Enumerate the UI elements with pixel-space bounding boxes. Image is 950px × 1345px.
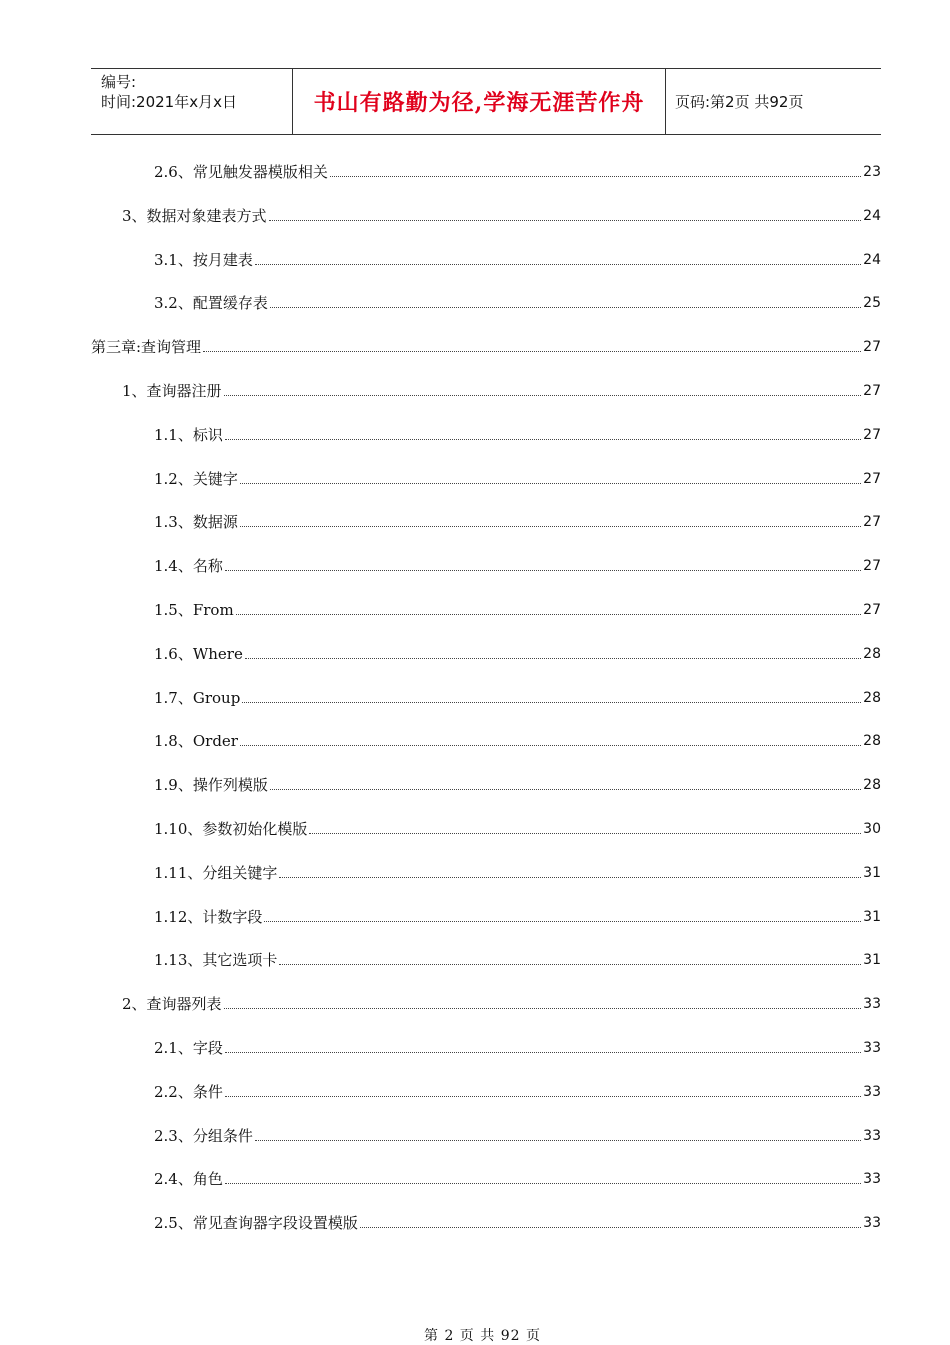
- toc-entry-page-number: 27: [863, 602, 881, 618]
- toc-entry-page-number: 27: [863, 427, 881, 443]
- toc-entry-page-number: 33: [863, 1215, 881, 1231]
- toc-dot-leader: [279, 877, 861, 878]
- toc-entry[interactable]: [154, 554, 881, 576]
- serial-number-label: 编号:: [101, 73, 137, 91]
- toc-dot-leader: [270, 307, 861, 308]
- toc-entry[interactable]: [91, 335, 881, 357]
- toc-entry-page-number: 33: [863, 1084, 881, 1100]
- toc-entry-title: 1.2、关键字: [154, 470, 238, 488]
- toc-entry[interactable]: [154, 686, 881, 708]
- toc-entry[interactable]: [154, 467, 881, 489]
- toc-entry-title: 1.11、分组关键字: [154, 864, 278, 882]
- header-meta: [91, 69, 293, 134]
- toc-entry-title: 3.2、配置缓存表: [154, 294, 268, 312]
- toc-entry-title: 2.3、分组条件: [154, 1127, 253, 1145]
- toc-entry-title: 2.6、常见触发器模版相关: [154, 163, 328, 181]
- toc-dot-leader: [309, 833, 861, 834]
- toc-dot-leader: [225, 1096, 861, 1097]
- toc-entry-page-number: 23: [863, 164, 881, 180]
- toc-dot-leader: [264, 921, 861, 922]
- toc-entry[interactable]: [154, 160, 881, 182]
- header-page-info: 页码:第2页 共92页: [675, 93, 804, 111]
- toc-entry-page-number: 28: [863, 733, 881, 749]
- toc-entry-page-number: 27: [863, 514, 881, 530]
- toc-dot-leader: [236, 614, 861, 615]
- toc-entry-page-number: 33: [863, 996, 881, 1012]
- toc-entry-title: 2、查询器列表: [122, 995, 222, 1013]
- toc-dot-leader: [224, 395, 862, 396]
- page-header: [91, 68, 881, 135]
- toc-entry-page-number: 28: [863, 646, 881, 662]
- toc-dot-leader: [255, 264, 861, 265]
- toc-dot-leader: [225, 570, 861, 571]
- toc-dot-leader: [240, 483, 861, 484]
- toc-dot-leader: [203, 351, 861, 352]
- toc-entry-page-number: 24: [863, 252, 881, 268]
- toc-entry[interactable]: [154, 291, 881, 313]
- toc-entry-title: 1.3、数据源: [154, 513, 238, 531]
- toc-entry-page-number: 31: [863, 865, 881, 881]
- toc-entry-page-number: 33: [863, 1171, 881, 1187]
- toc-dot-leader: [330, 176, 861, 177]
- toc-dot-leader: [240, 526, 861, 527]
- toc-entry-title: 1.13、其它选项卡: [154, 951, 278, 969]
- toc-entry[interactable]: [154, 248, 881, 270]
- toc-dot-leader: [360, 1227, 861, 1228]
- toc-entry-page-number: 27: [863, 558, 881, 574]
- toc-entry-title: 1.8、Order: [154, 732, 238, 750]
- toc-entry-page-number: 27: [863, 339, 881, 355]
- toc-entry[interactable]: [154, 861, 881, 883]
- toc-entry-page-number: 31: [863, 952, 881, 968]
- toc-entry-page-number: 30: [863, 821, 881, 837]
- toc-entry-title: 第三章:查询管理: [91, 338, 202, 356]
- toc-entry-title: 2.2、条件: [154, 1083, 223, 1101]
- toc-entry[interactable]: [122, 992, 881, 1014]
- date-label: 时间:2021年x月x日: [101, 93, 237, 111]
- toc-entry-page-number: 33: [863, 1128, 881, 1144]
- toc-entry[interactable]: [154, 598, 881, 620]
- toc-entry[interactable]: [154, 510, 881, 532]
- toc-entry[interactable]: [154, 1080, 881, 1102]
- toc-entry[interactable]: [154, 729, 881, 751]
- toc-entry-page-number: 27: [863, 383, 881, 399]
- toc-entry[interactable]: [154, 1036, 881, 1058]
- toc-dot-leader: [270, 789, 861, 790]
- toc-entry-title: 2.1、字段: [154, 1039, 223, 1057]
- toc-dot-leader: [240, 745, 861, 746]
- toc-entry-title: 1.5、From: [154, 601, 234, 619]
- toc-dot-leader: [224, 1008, 862, 1009]
- toc-entry[interactable]: [154, 817, 881, 839]
- toc-dot-leader: [242, 702, 861, 703]
- toc-entry[interactable]: [122, 204, 881, 226]
- toc-entry-title: 1.1、标识: [154, 426, 223, 444]
- toc-entry-title: 1.6、Where: [154, 645, 243, 663]
- toc-entry[interactable]: [154, 905, 881, 927]
- toc-entry[interactable]: [154, 773, 881, 795]
- toc-entry-page-number: 33: [863, 1040, 881, 1056]
- toc-entry[interactable]: [154, 642, 881, 664]
- toc-entry-title: 1.7、Group: [154, 689, 241, 707]
- toc-entry-title: 2.5、常见查询器字段设置模版: [154, 1214, 358, 1232]
- toc-entry-page-number: 24: [863, 208, 881, 224]
- toc-entry-title: 3、数据对象建表方式: [122, 207, 267, 225]
- toc-dot-leader: [269, 220, 862, 221]
- toc-entry[interactable]: [154, 423, 881, 445]
- toc-entry-page-number: 25: [863, 295, 881, 311]
- toc-entry-title: 2.4、角色: [154, 1170, 223, 1188]
- toc-dot-leader: [279, 964, 861, 965]
- toc-entry[interactable]: [154, 1211, 881, 1233]
- header-motto: 书山有路勤为径,学海无涯苦作舟: [293, 69, 666, 134]
- toc-entry[interactable]: [154, 1124, 881, 1146]
- toc-entry-page-number: 28: [863, 777, 881, 793]
- toc-dot-leader: [255, 1140, 861, 1141]
- toc-entry-page-number: 27: [863, 471, 881, 487]
- toc-dot-leader: [225, 1052, 861, 1053]
- toc-entry-title: 1.4、名称: [154, 557, 223, 575]
- toc-dot-leader: [225, 1183, 861, 1184]
- toc-entry-page-number: 31: [863, 909, 881, 925]
- toc-entry-title: 1.12、计数字段: [154, 908, 263, 926]
- toc-entry-title: 1.9、操作列模版: [154, 776, 268, 794]
- toc-entry-title: 1.10、参数初始化模版: [154, 820, 308, 838]
- toc-entry-title: 1、查询器注册: [122, 382, 222, 400]
- page-footer: 第 2 页 共 92 页: [424, 1328, 541, 1344]
- toc-dot-leader: [225, 439, 861, 440]
- toc-entry[interactable]: [122, 379, 881, 401]
- toc-entry-title: 3.1、按月建表: [154, 251, 253, 269]
- toc-dot-leader: [245, 658, 861, 659]
- toc-entry[interactable]: [154, 1167, 881, 1189]
- toc-entry[interactable]: [154, 948, 881, 970]
- toc-entry-page-number: 28: [863, 690, 881, 706]
